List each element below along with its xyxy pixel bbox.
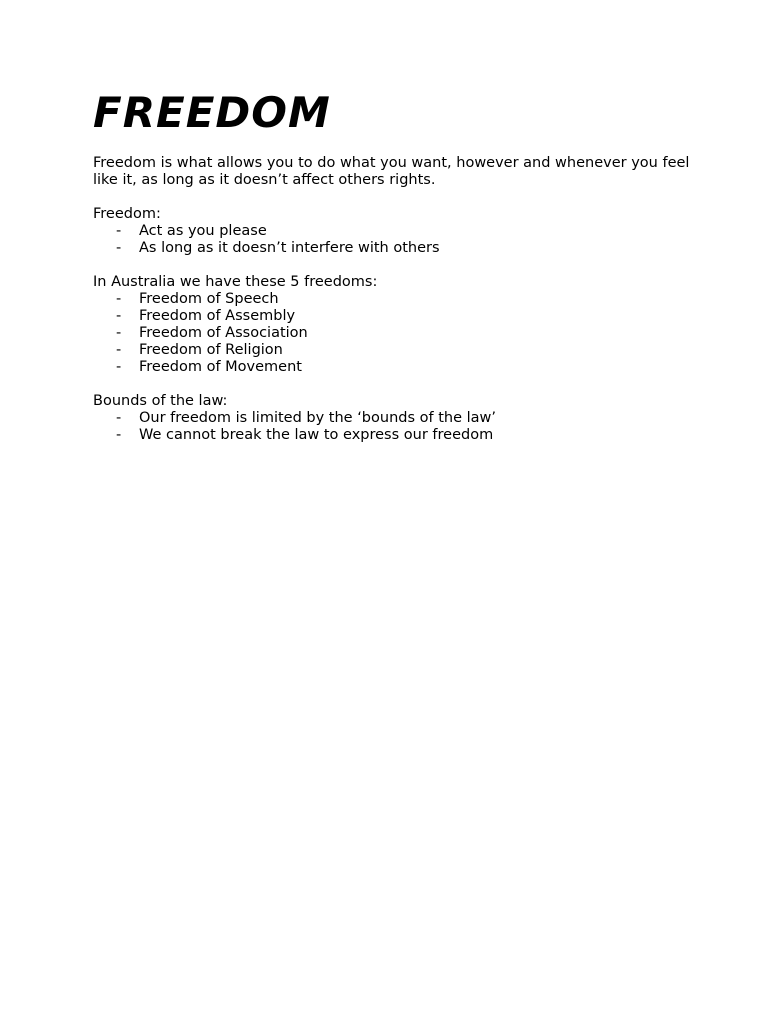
- dash-bullet: -: [116, 427, 122, 443]
- bullet-list: [93, 291, 693, 376]
- list-item: [93, 223, 693, 240]
- list-item-text: Freedom of Movement: [139, 359, 302, 375]
- document-page: [93, 87, 693, 444]
- dash-bullet: -: [116, 342, 122, 358]
- list-item: [93, 427, 693, 444]
- dash-bullet: -: [116, 325, 122, 341]
- section-australian-freedoms: [93, 274, 693, 376]
- dash-bullet: -: [116, 410, 122, 426]
- list-item-text: Freedom of Association: [139, 325, 308, 341]
- list-item: [93, 359, 693, 376]
- dash-bullet: -: [116, 223, 122, 239]
- bullet-list: [93, 223, 693, 257]
- list-item: [93, 325, 693, 342]
- intro-paragraph: Freedom is what allows you to do what you want, however and whenever you feel like it, as long as it doesn’t affect others rights.: [93, 155, 690, 188]
- list-item-text: Freedom of Assembly: [139, 308, 296, 324]
- list-item-text: Freedom of Religion: [139, 342, 283, 358]
- list-item-text: Our freedom is limited by the ‘bounds of the law’: [139, 410, 496, 426]
- list-item-text: We cannot break the law to express our freedom: [139, 427, 494, 443]
- dash-bullet: -: [116, 308, 122, 324]
- bullet-list: [93, 410, 693, 444]
- dash-bullet: -: [116, 291, 122, 307]
- section-bounds-of-law: [93, 393, 693, 444]
- section-heading: Freedom:: [93, 206, 161, 222]
- list-item: [93, 291, 693, 308]
- list-item: [93, 342, 693, 359]
- section-heading: In Australia we have these 5 freedoms:: [93, 274, 378, 290]
- list-item: [93, 240, 693, 257]
- list-item: [93, 410, 693, 427]
- list-item-text: As long as it doesn’t interfere with others: [139, 240, 440, 256]
- dash-bullet: -: [116, 240, 122, 256]
- list-item-text: Freedom of Speech: [139, 291, 279, 307]
- list-item: [93, 308, 693, 325]
- page-title: FREEDOM: [93, 88, 331, 137]
- section-heading: Bounds of the law:: [93, 393, 228, 409]
- list-item-text: Act as you please: [139, 223, 267, 239]
- dash-bullet: -: [116, 359, 122, 375]
- section-freedom: [93, 206, 693, 257]
